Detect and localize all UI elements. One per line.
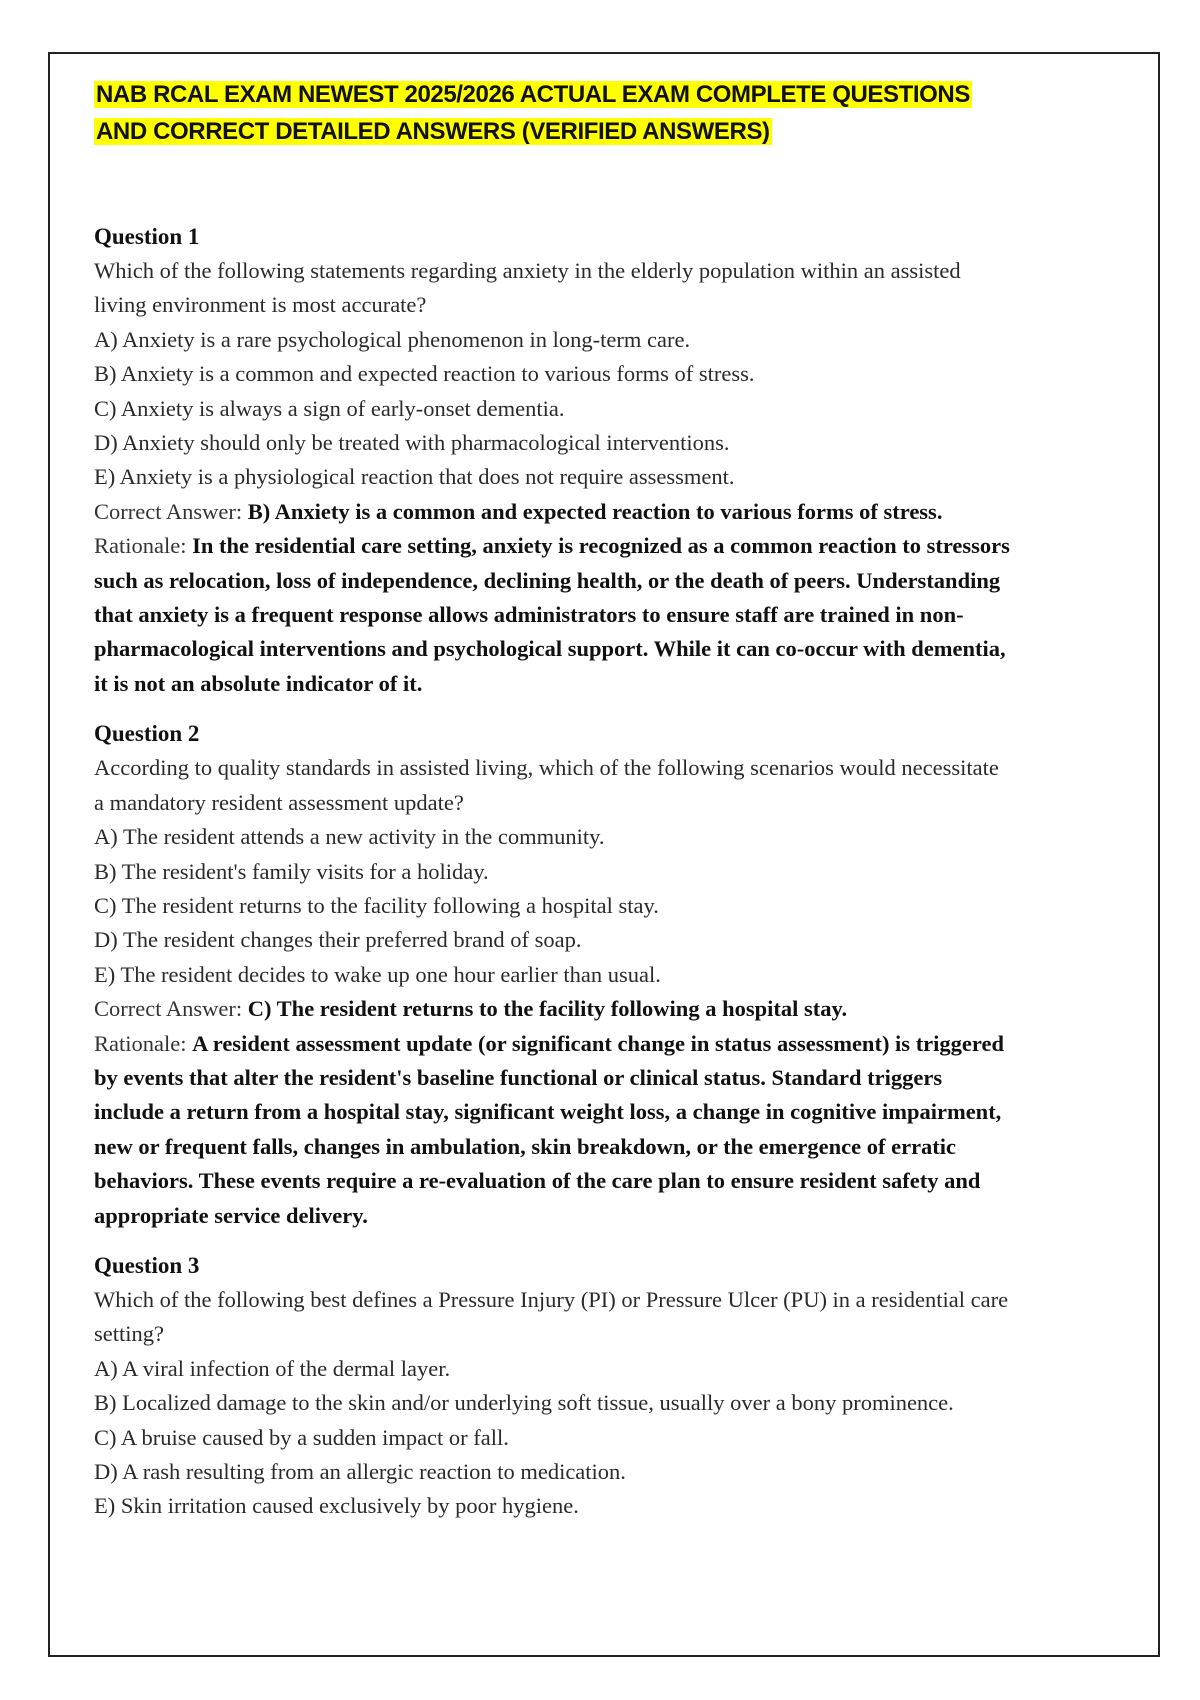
question-heading: Question 2	[94, 721, 200, 747]
answer-text: C) The resident returns to the facility following a hospital stay.	[247, 996, 848, 1022]
title-line-2: AND CORRECT DETAILED ANSWERS (VERIFIED ANSWERS)	[96, 118, 770, 145]
rationale-text: In the residential care setting, anxiety is recognized as a common reaction to stressors such as relocation, loss of independence, declining health, or the death of peers. Understanding that anxiety is a frequent response allows administrators to ensure staff are trained in non-pharmacological interventions and psychological support. While it can co-occur with dementia, it is not an absolute indicator of it.	[94, 533, 1010, 696]
option-c: C) A bruise caused by a sudden impact or fall.	[94, 1424, 509, 1450]
option-e: E) The resident decides to wake up one hour earlier than usual.	[94, 961, 661, 987]
option-d: D) Anxiety should only be treated with pharmacological interventions.	[94, 430, 730, 456]
option-c: C) The resident returns to the facility following a hospital stay.	[94, 892, 659, 918]
option-a: A) A viral infection of the dermal layer.	[94, 1355, 451, 1381]
rationale-label: Rationale:	[94, 1030, 187, 1056]
question-heading: Question 3	[94, 1252, 200, 1278]
option-a: A) The resident attends a new activity in the community.	[94, 824, 605, 850]
question-stem: According to quality standards in assisted living, which of the following scenarios would necessitate a mandatory resident assessment update?	[94, 755, 999, 815]
option-e: E) Anxiety is a physiological reaction that does not require assessment.	[94, 464, 735, 490]
document-title	[94, 76, 1060, 150]
rationale	[94, 1027, 1014, 1233]
option-d: D) A rash resulting from an allergic reaction to medication.	[94, 1459, 626, 1484]
question-3	[94, 1249, 1060, 1524]
question-stem: Which of the following statements regarding anxiety in the elderly population within an assisted living environment is most accurate?	[94, 258, 961, 318]
correct-answer	[94, 495, 1060, 529]
option-e: E) Skin irritation caused exclusively by poor hygiene.	[94, 1493, 579, 1519]
rationale	[94, 529, 1014, 701]
rationale-text: A resident assessment update (or significant change in status assessment) is triggered by events that alter the resident's baseline functional or clinical status. Standard triggers include a return from a hospital stay, significant weight loss, a change in cognitive impairment, new or frequent falls, changes in ambulation, skin breakdown, or the emergence of erratic behaviors. These events require a re-evaluation of the care plan to ensure resident safety and appropriate service delivery.	[94, 1030, 1004, 1228]
document-content	[94, 76, 1060, 1540]
question-heading: Question 1	[94, 224, 200, 249]
title-line-1: NAB RCAL EXAM NEWEST 2025/2026 ACTUAL EXAM COMPLETE QUESTIONS	[96, 81, 970, 108]
option-a: A) Anxiety is a rare psychological phenomenon in long-term care.	[94, 326, 691, 352]
question-1	[94, 220, 1060, 701]
option-c: C) Anxiety is always a sign of early-onset dementia.	[94, 395, 565, 421]
option-b: B) Anxiety is a common and expected reaction to various forms of stress.	[94, 361, 755, 387]
correct-answer	[94, 992, 1060, 1026]
answer-label: Correct Answer:	[94, 996, 243, 1022]
rationale-label: Rationale:	[94, 533, 187, 559]
answer-label: Correct Answer:	[94, 498, 243, 524]
answer-text: B) Anxiety is a common and expected reaction to various forms of stress.	[247, 498, 943, 524]
question-2	[94, 717, 1060, 1233]
option-d: D) The resident changes their preferred brand of soap.	[94, 927, 582, 953]
option-b: B) Localized damage to the skin and/or underlying soft tissue, usually over a bony prominence.	[94, 1390, 954, 1416]
question-stem: Which of the following best defines a Pressure Injury (PI) or Pressure Ulcer (PU) in a residential care setting?	[94, 1286, 1009, 1347]
option-b: B) The resident's family visits for a holiday.	[94, 858, 489, 884]
